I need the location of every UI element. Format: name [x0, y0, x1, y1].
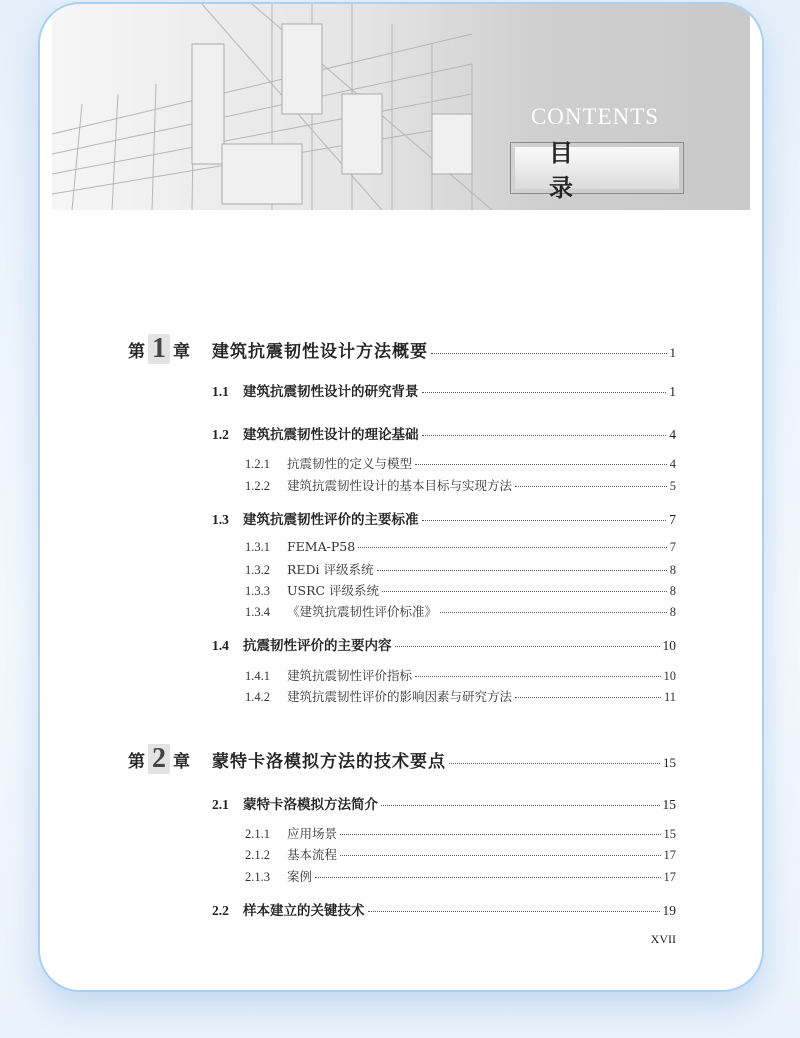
toc-subsection-entry[interactable]	[245, 581, 676, 599]
page-number: 10	[663, 669, 676, 683]
page-number: 19	[662, 903, 676, 918]
page-number: 4	[669, 457, 676, 471]
section-number: 1.1	[212, 384, 229, 399]
page-number: 17	[663, 870, 676, 884]
toc-title-box	[510, 138, 684, 202]
toc-subsection-entry[interactable]	[245, 602, 676, 620]
subsection-number: 2.1.2	[245, 848, 270, 862]
page-number: 7	[669, 540, 676, 554]
page-number: 7	[669, 512, 676, 527]
toc-section-entry[interactable]	[212, 793, 676, 813]
subsection-number: 1.2.2	[245, 479, 270, 493]
subsection-number: 1.4.2	[245, 690, 270, 704]
dot-leader	[449, 763, 660, 764]
toc-section-entry[interactable]	[212, 423, 676, 443]
section-title: 蒙特卡洛模拟方法简介	[243, 797, 378, 813]
section-number: 1.3	[212, 512, 229, 527]
toc-section-entry[interactable]	[212, 380, 676, 400]
contents-label: CONTENTS	[530, 104, 660, 129]
dot-leader	[315, 877, 660, 878]
dot-leader	[415, 464, 667, 465]
page-number: 4	[669, 427, 676, 442]
dot-leader	[440, 612, 667, 613]
chapter-prefix: 第	[128, 342, 145, 362]
section-title: 抗震韧性评价的主要内容	[243, 638, 392, 654]
dot-leader	[422, 392, 667, 393]
toc-subsection-entry[interactable]	[245, 666, 676, 684]
subsection-title: REDi 评级系统	[287, 562, 374, 577]
section-number: 1.4	[212, 638, 229, 653]
dot-leader	[340, 855, 660, 856]
page-number: 11	[663, 690, 676, 704]
page-folio: XVII	[650, 932, 676, 946]
subsection-number: 1.2.1	[245, 457, 270, 471]
page-number: 8	[669, 563, 676, 577]
toc-section-entry[interactable]	[212, 899, 676, 919]
toc-subsection-entry[interactable]	[245, 687, 676, 705]
dot-leader	[515, 697, 661, 698]
subsection-title: 建筑抗震韧性评价指标	[287, 668, 413, 683]
chapter-title: 建筑抗震韧性设计方法概要	[212, 342, 428, 362]
dot-leader	[515, 486, 667, 487]
page-number: 15	[663, 827, 676, 841]
subsection-title: 《建筑抗震韧性评价标准》	[287, 604, 438, 619]
toc-chapter-entry[interactable]	[128, 744, 676, 774]
dot-leader	[340, 834, 660, 835]
subsection-number: 1.3.1	[245, 540, 270, 554]
page-number: 15	[662, 797, 676, 812]
toc-subsection-entry[interactable]	[245, 560, 676, 578]
chapter-number: 2	[148, 744, 170, 774]
dot-leader	[422, 435, 667, 436]
dot-leader	[377, 570, 667, 571]
toc-page	[38, 2, 764, 992]
toc-section-entry[interactable]	[212, 508, 676, 528]
page-number: 8	[669, 584, 676, 598]
section-title: 建筑抗震韧性设计的理论基础	[243, 427, 419, 443]
dot-leader	[382, 591, 667, 592]
dot-leader	[368, 911, 660, 912]
subsection-number: 1.3.4	[245, 605, 270, 619]
page-number: 5	[669, 479, 676, 493]
section-title: 建筑抗震韧性评价的主要标准	[243, 512, 419, 528]
dot-leader	[395, 646, 660, 647]
page-number: 15	[663, 755, 676, 770]
section-number: 2.2	[212, 903, 229, 918]
subsection-number: 1.3.3	[245, 584, 270, 598]
page-number: 10	[662, 638, 676, 653]
section-title: 样本建立的关键技术	[243, 903, 365, 919]
header-banner	[52, 4, 750, 210]
dot-leader	[415, 676, 660, 677]
subsection-title: FEMA-P58	[287, 539, 356, 554]
dot-leader	[358, 547, 667, 548]
subsection-title: USRC 评级系统	[287, 583, 380, 598]
subsection-number: 2.1.3	[245, 870, 270, 884]
toc-subsection-entry[interactable]	[245, 824, 676, 842]
dot-leader	[381, 805, 660, 806]
toc-subsection-entry[interactable]	[245, 454, 676, 472]
toc-subsection-entry[interactable]	[245, 476, 676, 494]
subsection-title: 建筑抗震韧性评价的影响因素与研究方法	[287, 689, 513, 704]
dot-leader	[431, 353, 667, 354]
chapter-prefix: 第	[128, 752, 145, 772]
section-title: 建筑抗震韧性设计的研究背景	[243, 384, 419, 400]
toc-subsection-entry[interactable]	[245, 867, 676, 885]
dot-leader	[422, 520, 667, 521]
subsection-number: 2.1.1	[245, 827, 270, 841]
page-number: 8	[669, 605, 676, 619]
toc-title: 目 录	[515, 147, 679, 189]
toc-subsection-entry[interactable]	[245, 845, 676, 863]
chapter-suffix: 章	[173, 752, 190, 772]
page-number: 1	[669, 384, 676, 399]
toc-section-entry[interactable]	[212, 634, 676, 654]
chapter-number: 1	[148, 334, 170, 364]
section-number: 1.2	[212, 427, 229, 442]
subsection-title: 基本流程	[287, 847, 338, 862]
toc-subsection-entry[interactable]	[245, 539, 676, 555]
chapter-suffix: 章	[173, 342, 190, 362]
page-number: 1	[669, 345, 676, 360]
subsection-title: 建筑抗震韧性设计的基本目标与实现方法	[287, 478, 513, 493]
section-number: 2.1	[212, 797, 229, 812]
subsection-number: 1.4.1	[245, 669, 270, 683]
subsection-title: 抗震韧性的定义与模型	[287, 456, 413, 471]
subsection-title: 案例	[287, 869, 313, 884]
toc-chapter-entry[interactable]	[128, 334, 676, 364]
subsection-title: 应用场景	[287, 826, 338, 841]
page-number: 17	[663, 848, 676, 862]
chapter-title: 蒙特卡洛模拟方法的技术要点	[212, 752, 446, 772]
subsection-number: 1.3.2	[245, 563, 270, 577]
